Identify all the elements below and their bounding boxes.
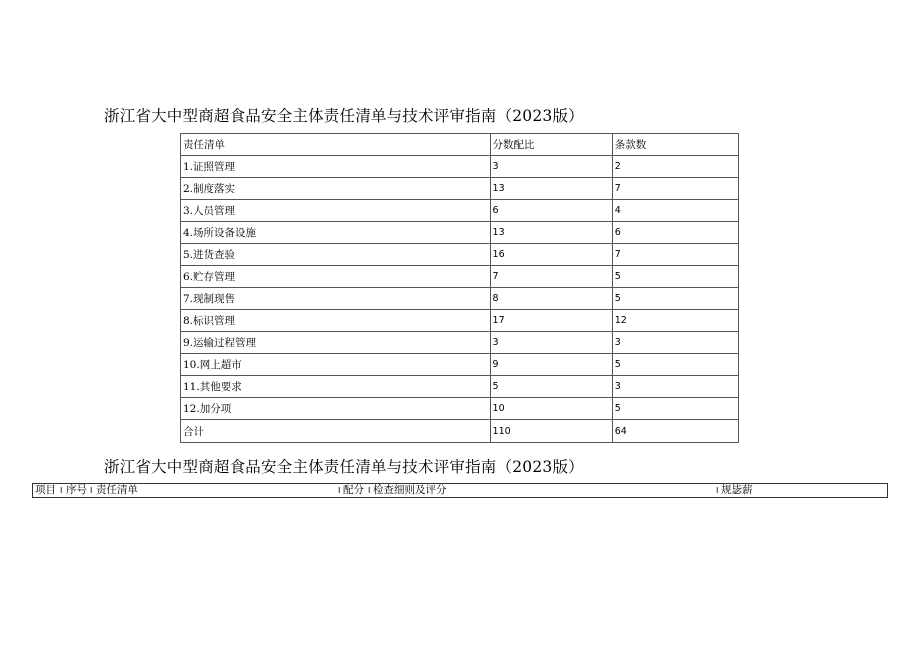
document-title: 浙江省大中型商超食品安全主体责任清单与技术评审指南（2023版） — [104, 107, 584, 125]
responsibility-cell: 6.贮存管理 — [181, 266, 491, 288]
responsibility-cell: 8.标识管理 — [181, 310, 491, 332]
responsibility-cell: 4.场所设备设施 — [181, 222, 491, 244]
header-score-ratio: 分数配比 — [490, 134, 612, 156]
table-row — [181, 156, 739, 178]
responsibility-cell: 1.证照管理 — [181, 156, 491, 178]
table-row — [181, 222, 739, 244]
table-row — [181, 398, 739, 420]
header-clause-count: 条款数 — [612, 134, 738, 156]
header-responsibility: 责任清单 — [181, 134, 491, 156]
header-project: 项目 — [35, 484, 56, 496]
clause-count-cell: 5 — [612, 266, 738, 288]
responsibility-cell: 12.加分项 — [181, 398, 491, 420]
column-separator: I — [368, 486, 371, 495]
clause-count-cell: 7 — [612, 244, 738, 266]
clause-count-cell: 64 — [612, 420, 738, 443]
table-header-row — [181, 134, 739, 156]
responsibility-cell: 7.现制现售 — [181, 288, 491, 310]
score-cell: 13 — [490, 178, 612, 200]
responsibility-cell: 10.网上超市 — [181, 354, 491, 376]
header-criteria: 检查细则及评分 — [373, 484, 447, 496]
table-row — [181, 332, 739, 354]
header-responsibility-list: 责任清单 — [96, 484, 138, 496]
table-row — [181, 178, 739, 200]
score-cell: 6 — [490, 200, 612, 222]
clause-count-cell: 5 — [612, 288, 738, 310]
table-row — [181, 244, 739, 266]
score-cell: 3 — [490, 332, 612, 354]
clause-count-cell: 12 — [612, 310, 738, 332]
score-cell: 110 — [490, 420, 612, 443]
header-sequence: 序号 — [66, 484, 87, 496]
score-cell: 7 — [490, 266, 612, 288]
table-row — [181, 376, 739, 398]
clause-count-cell: 5 — [612, 354, 738, 376]
clause-count-cell: 4 — [612, 200, 738, 222]
responsibility-cell: 3.人员管理 — [181, 200, 491, 222]
score-cell: 8 — [490, 288, 612, 310]
clause-count-cell: 7 — [612, 178, 738, 200]
score-cell: 13 — [490, 222, 612, 244]
header-regulation: 规毖薪 — [721, 484, 753, 496]
score-cell: 17 — [490, 310, 612, 332]
responsibility-cell: 9.运输过程管理 — [181, 332, 491, 354]
clause-count-cell: 3 — [612, 332, 738, 354]
clause-count-cell: 6 — [612, 222, 738, 244]
detail-table-header — [32, 483, 888, 498]
total-row — [181, 420, 739, 443]
responsibility-cell: 11.其他要求 — [181, 376, 491, 398]
clause-count-cell: 5 — [612, 398, 738, 420]
column-separator: I — [716, 486, 719, 495]
table-row — [181, 354, 739, 376]
score-cell: 9 — [490, 354, 612, 376]
column-separator: I — [90, 486, 93, 495]
table-row — [181, 266, 739, 288]
score-cell: 5 — [490, 376, 612, 398]
table-row — [181, 310, 739, 332]
column-separator: I — [60, 486, 63, 495]
responsibility-cell: 5.进货查验 — [181, 244, 491, 266]
column-separator: I — [338, 486, 341, 495]
clause-count-cell: 3 — [612, 376, 738, 398]
clause-count-cell: 2 — [612, 156, 738, 178]
score-cell: 10 — [490, 398, 612, 420]
table-row — [181, 288, 739, 310]
responsibility-cell: 合计 — [181, 420, 491, 443]
header-score: 配分 — [343, 484, 364, 496]
document-title-repeat: 浙江省大中型商超食品安全主体责任清单与技术评审指南（2023版） — [104, 458, 584, 476]
summary-table — [180, 133, 739, 443]
score-cell: 16 — [490, 244, 612, 266]
responsibility-cell: 2.制度落实 — [181, 178, 491, 200]
table-row — [181, 200, 739, 222]
score-cell: 3 — [490, 156, 612, 178]
